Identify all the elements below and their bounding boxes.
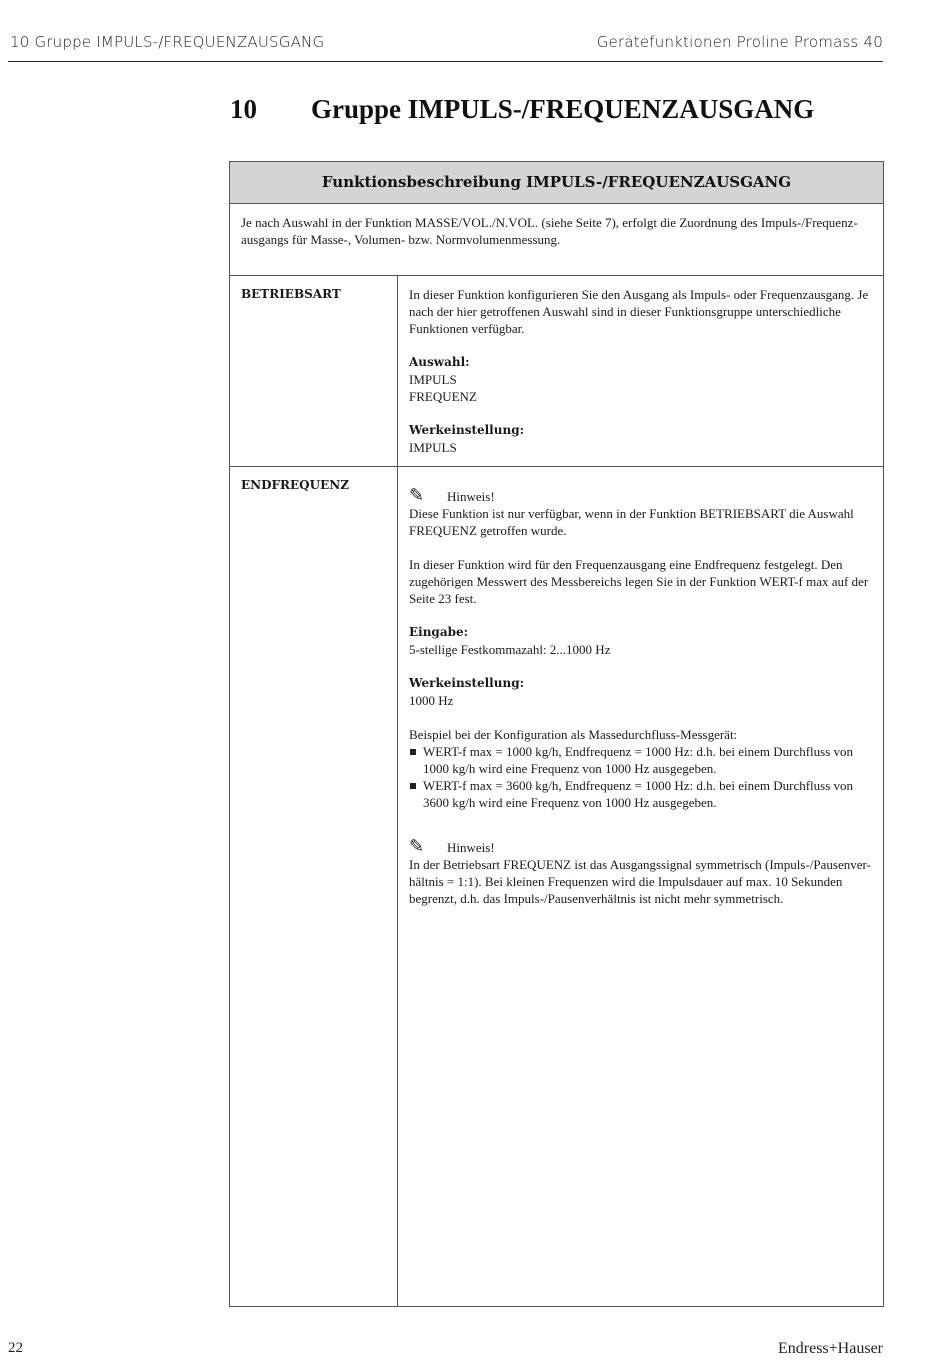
example-list: [409, 743, 872, 811]
header-section-title: 10 Gruppe IMPULS-/FREQUENZAUSGANG: [10, 33, 325, 51]
chapter-title-text: Gruppe IMPULS-/FREQUENZAUSGANG: [311, 94, 815, 124]
chapter-title: [230, 94, 814, 125]
note-line: begrenzt, d.h. das Impuls-/Pausenverhältnis ist nicht mehr symmetrisch.: [409, 891, 784, 906]
intro-line: Je nach Auswahl in der Funktion MASSE/VOL./N.VOL. (siehe Seite 7), erfolgt die Zuordnung des Impuls-/Frequenz-: [241, 215, 858, 230]
note-label: Hinweis!: [447, 489, 495, 504]
note-line: In der Betriebsart FREQUENZ ist das Ausgangssignal symmetrisch (Impuls-/Pausenver-: [409, 857, 871, 872]
werkeinstellung-value: 1000 Hz: [409, 693, 454, 708]
example-line: WERT-f max = 3600 kg/h, Endfrequenz = 1000 Hz: d.h. bei einem Durchfluss von: [423, 778, 854, 793]
pencil-note-icon: ✎: [409, 485, 425, 505]
werkeinstellung-value: IMPULS: [409, 440, 457, 455]
list-item: [409, 743, 872, 777]
function-name: ENDFREQUENZ: [230, 467, 398, 1307]
pencil-note-icon: ✎: [409, 836, 425, 856]
eingabe-value: 5-stellige Festkommazahl: 2...1000 Hz: [409, 642, 611, 657]
example-intro: Beispiel bei der Konfiguration als Massedurchfluss-Messgerät:: [409, 727, 738, 742]
note-header: [409, 836, 872, 856]
note-line: Diese Funktion ist nur verfügbar, wenn in der Funktion BETRIEBSART die Auswahl: [409, 506, 854, 521]
description-line: zugehörigen Messwert des Messbereichs legen Sie in der Funktion WERT-f max auf der: [409, 574, 869, 589]
function-table: [229, 161, 884, 1307]
description-line: Seite 23 fest.: [409, 591, 477, 606]
brand-name: Endress+Hauser: [778, 1340, 883, 1357]
header-manual-title: Gerätefunktionen Proline Promass 40: [596, 33, 883, 51]
function-row-betriebsart: [230, 276, 883, 467]
function-row-endfrequenz: [230, 467, 883, 1307]
chapter-number: 10: [230, 94, 257, 124]
example-line: WERT-f max = 1000 kg/h, Endfrequenz = 1000 Hz: d.h. bei einem Durchfluss von: [423, 744, 854, 759]
table-heading: Funktionsbeschreibung IMPULS-/FREQUENZAUSGANG: [230, 162, 883, 204]
auswahl-label: Auswahl:: [409, 355, 470, 369]
eingabe-label: Eingabe:: [409, 625, 469, 639]
description-line: In dieser Funktion wird für den Frequenzausgang eine Endfrequenz festgelegt. Den: [409, 557, 843, 572]
auswahl-option: FREQUENZ: [409, 389, 477, 404]
note-header: [409, 485, 872, 505]
function-name: BETRIEBSART: [230, 276, 398, 466]
example-line: 1000 kg/h wird eine Frequenz von 1000 Hz ausgegeben.: [423, 761, 717, 776]
running-header: [8, 32, 883, 62]
werkeinstellung-label: Werkeinstellung:: [409, 676, 525, 690]
description-line: nach der hier getroffenen Auswahl sind in dieser Funktionsgruppe unterschiedliche: [409, 304, 841, 319]
list-item: [409, 777, 872, 811]
note-label: Hinweis!: [447, 840, 495, 855]
werkeinstellung-label: Werkeinstellung:: [409, 423, 525, 437]
note-line: FREQUENZ getroffen wurde.: [409, 523, 567, 538]
note-line: hältnis = 1:1). Bei kleinen Frequenzen wird die Impulsdauer auf max. 10 Sekunden: [409, 874, 843, 889]
description-line: Funktionen verfügbar.: [409, 321, 525, 336]
example-line: 3600 kg/h wird eine Frequenz von 1000 Hz ausgegeben.: [423, 795, 717, 810]
auswahl-option: IMPULS: [409, 372, 457, 387]
intro-line: ausgangs für Masse-, Volumen- bzw. Normvolumenmessung.: [241, 232, 561, 247]
function-description: [398, 276, 883, 466]
function-description: [398, 467, 883, 1307]
table-intro: [230, 204, 883, 276]
page-number: 22: [8, 1340, 23, 1356]
description-line: In dieser Funktion konfigurieren Sie den Ausgang als Impuls- oder Frequenzausgang. Je: [409, 287, 869, 302]
